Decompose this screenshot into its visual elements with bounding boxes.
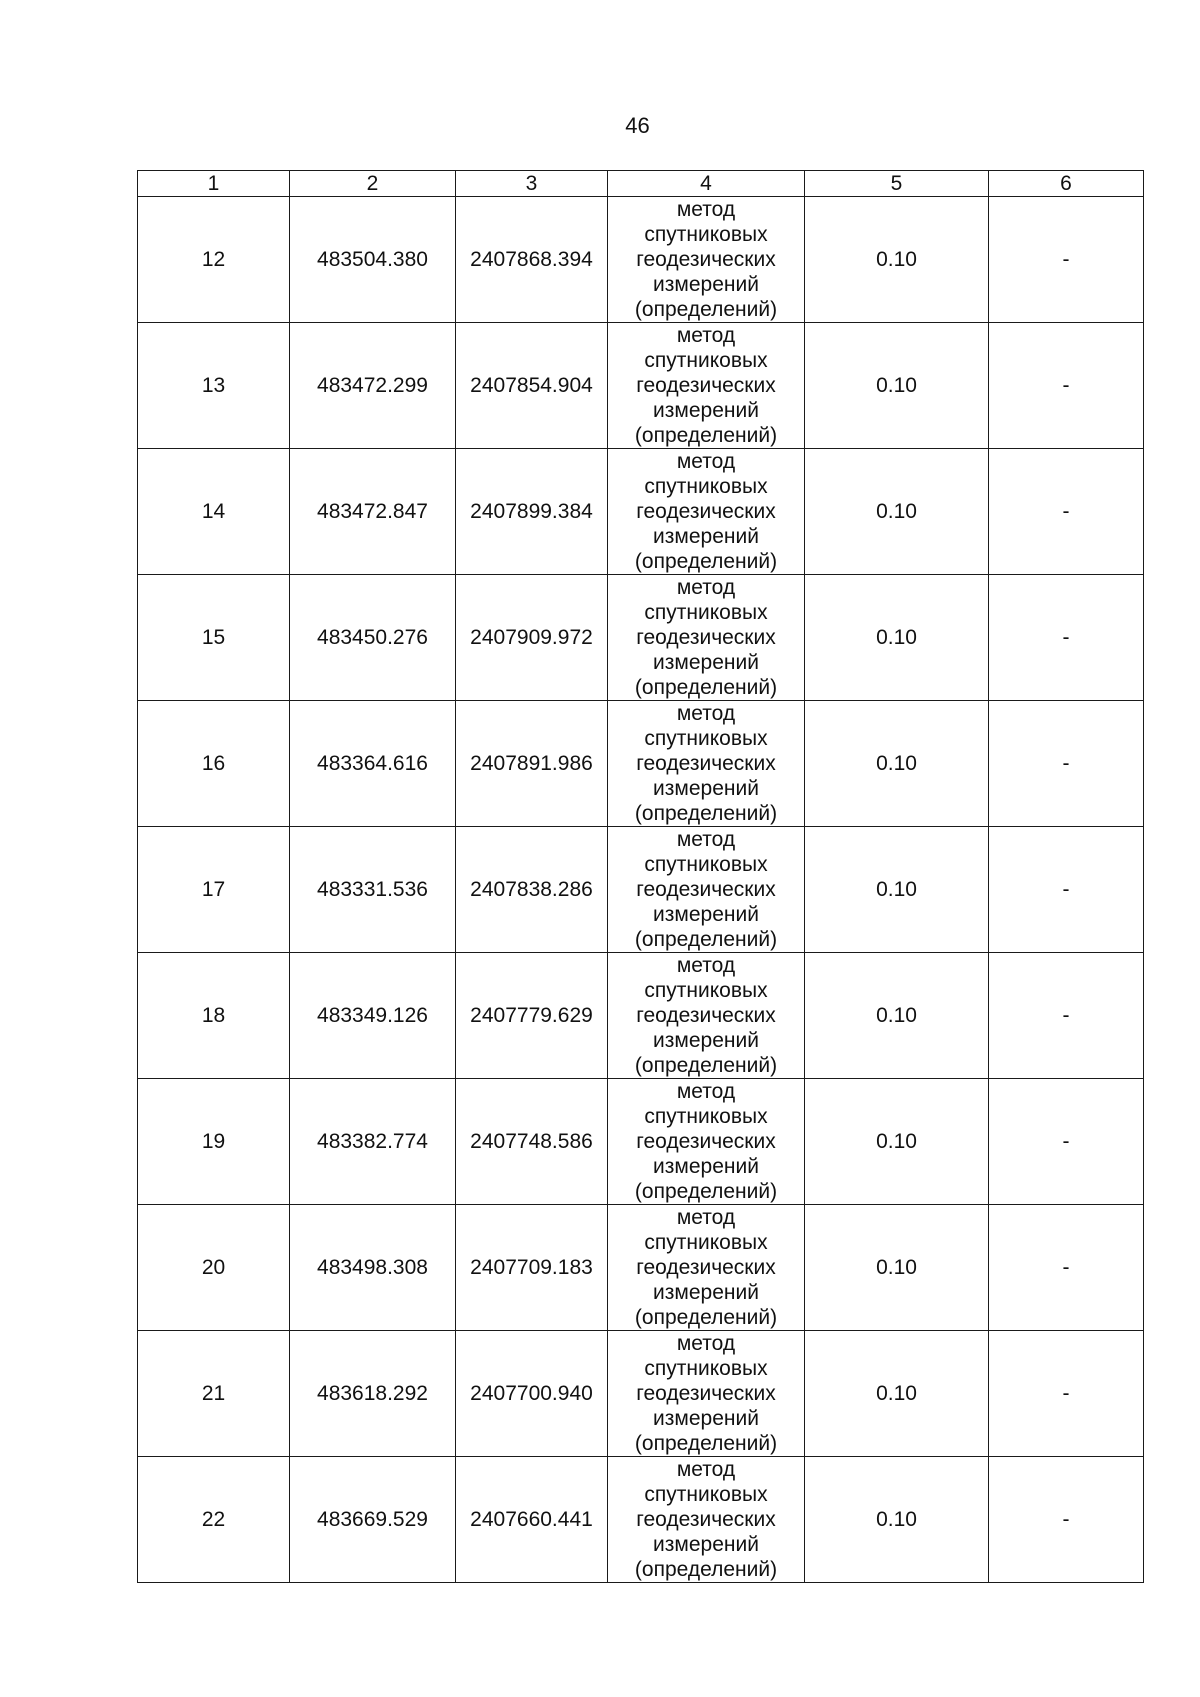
point-number-cell: 17: [138, 827, 290, 953]
point-number-cell: 20: [138, 1205, 290, 1331]
header-col-2: 2: [290, 171, 456, 197]
accuracy-cell: 0.10: [805, 1205, 989, 1331]
method-cell: метод спутниковых геодезических измерений (определений): [608, 1079, 805, 1205]
coordinate-y-cell: 2407660.441: [456, 1457, 608, 1583]
accuracy-cell: 0.10: [805, 701, 989, 827]
table-header-row: [138, 171, 1144, 197]
table-row: [138, 1205, 1144, 1331]
header-col-3: 3: [456, 171, 608, 197]
coordinate-y-cell: 2407909.972: [456, 575, 608, 701]
method-cell: метод спутниковых геодезических измерений (определений): [608, 197, 805, 323]
table-row: [138, 1079, 1144, 1205]
method-cell: метод спутниковых геодезических измерений (определений): [608, 1205, 805, 1331]
coordinate-y-cell: 2407779.629: [456, 953, 608, 1079]
coordinate-x-cell: 483498.308: [290, 1205, 456, 1331]
table-row: [138, 701, 1144, 827]
accuracy-cell: 0.10: [805, 1079, 989, 1205]
note-cell: -: [989, 449, 1144, 575]
coordinate-y-cell: 2407899.384: [456, 449, 608, 575]
table-row: [138, 449, 1144, 575]
table-row: [138, 197, 1144, 323]
coordinate-y-cell: 2407838.286: [456, 827, 608, 953]
table-row: [138, 953, 1144, 1079]
header-col-6: 6: [989, 171, 1144, 197]
accuracy-cell: 0.10: [805, 1457, 989, 1583]
coordinate-x-cell: 483618.292: [290, 1331, 456, 1457]
table-row: [138, 575, 1144, 701]
header-col-4: 4: [608, 171, 805, 197]
accuracy-cell: 0.10: [805, 575, 989, 701]
accuracy-cell: 0.10: [805, 449, 989, 575]
header-col-5: 5: [805, 171, 989, 197]
point-number-cell: 13: [138, 323, 290, 449]
note-cell: -: [989, 953, 1144, 1079]
accuracy-cell: 0.10: [805, 1331, 989, 1457]
coordinates-table: [137, 170, 1144, 1583]
point-number-cell: 14: [138, 449, 290, 575]
coordinate-x-cell: 483331.536: [290, 827, 456, 953]
note-cell: -: [989, 701, 1144, 827]
coordinate-x-cell: 483450.276: [290, 575, 456, 701]
method-cell: метод спутниковых геодезических измерений (определений): [608, 1331, 805, 1457]
coordinate-x-cell: 483349.126: [290, 953, 456, 1079]
coordinate-x-cell: 483364.616: [290, 701, 456, 827]
method-cell: метод спутниковых геодезических измерений (определений): [608, 449, 805, 575]
point-number-cell: 22: [138, 1457, 290, 1583]
point-number-cell: 21: [138, 1331, 290, 1457]
point-number-cell: 15: [138, 575, 290, 701]
method-cell: метод спутниковых геодезических измерений (определений): [608, 1457, 805, 1583]
coordinate-x-cell: 483472.299: [290, 323, 456, 449]
accuracy-cell: 0.10: [805, 953, 989, 1079]
accuracy-cell: 0.10: [805, 827, 989, 953]
coordinate-y-cell: 2407709.183: [456, 1205, 608, 1331]
coordinate-y-cell: 2407748.586: [456, 1079, 608, 1205]
note-cell: -: [989, 197, 1144, 323]
coordinate-x-cell: 483382.774: [290, 1079, 456, 1205]
method-cell: метод спутниковых геодезических измерений (определений): [608, 953, 805, 1079]
method-cell: метод спутниковых геодезических измерений (определений): [608, 575, 805, 701]
note-cell: -: [989, 1205, 1144, 1331]
point-number-cell: 18: [138, 953, 290, 1079]
point-number-cell: 16: [138, 701, 290, 827]
table-row: [138, 827, 1144, 953]
method-cell: метод спутниковых геодезических измерений (определений): [608, 701, 805, 827]
note-cell: -: [989, 575, 1144, 701]
coordinate-y-cell: 2407868.394: [456, 197, 608, 323]
note-cell: -: [989, 1331, 1144, 1457]
coordinate-y-cell: 2407854.904: [456, 323, 608, 449]
accuracy-cell: 0.10: [805, 323, 989, 449]
coordinate-x-cell: 483472.847: [290, 449, 456, 575]
coordinate-x-cell: 483504.380: [290, 197, 456, 323]
point-number-cell: 19: [138, 1079, 290, 1205]
note-cell: -: [989, 1079, 1144, 1205]
note-cell: -: [989, 1457, 1144, 1583]
table-row: [138, 1331, 1144, 1457]
accuracy-cell: 0.10: [805, 197, 989, 323]
coordinate-x-cell: 483669.529: [290, 1457, 456, 1583]
point-number-cell: 12: [138, 197, 290, 323]
note-cell: -: [989, 323, 1144, 449]
coordinate-y-cell: 2407891.986: [456, 701, 608, 827]
method-cell: метод спутниковых геодезических измерений (определений): [608, 323, 805, 449]
note-cell: -: [989, 827, 1144, 953]
header-col-1: 1: [138, 171, 290, 197]
coordinate-y-cell: 2407700.940: [456, 1331, 608, 1457]
table-row: [138, 323, 1144, 449]
table-row: [138, 1457, 1144, 1583]
method-cell: метод спутниковых геодезических измерений (определений): [608, 827, 805, 953]
page-number: 46: [625, 113, 650, 138]
